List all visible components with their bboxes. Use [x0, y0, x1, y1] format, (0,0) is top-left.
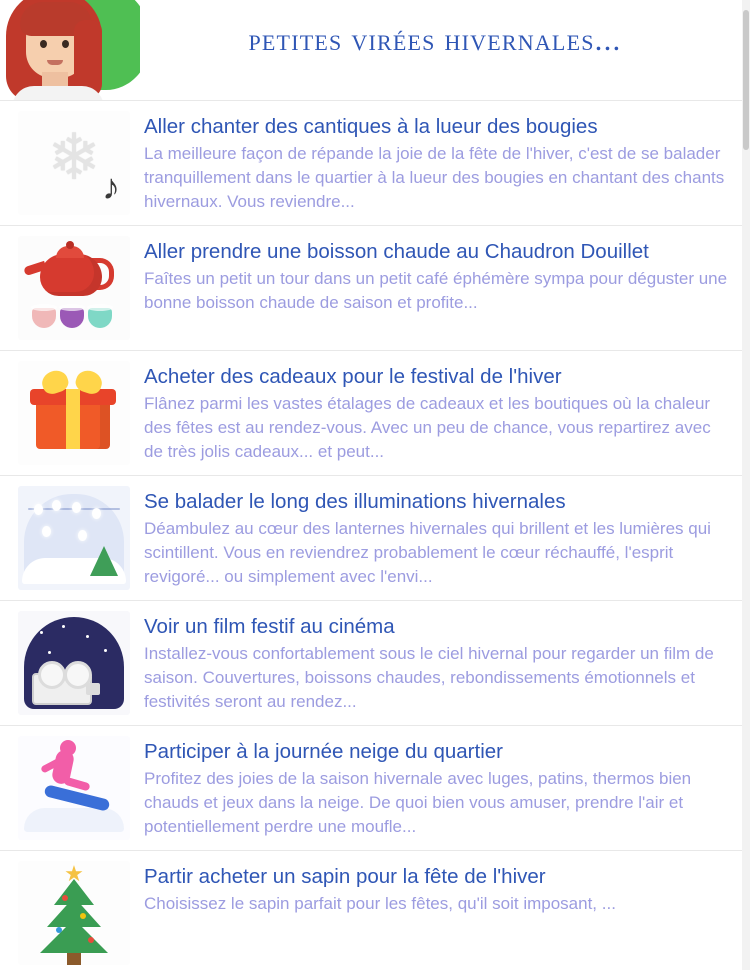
list-item-body: [144, 111, 728, 214]
small-tree: [90, 546, 118, 576]
projector-lens: [86, 683, 100, 695]
list-item-title[interactable]: Se balader le long des illuminations hivernales: [144, 490, 566, 513]
light-bulb: [42, 526, 51, 537]
list-item-title[interactable]: Voir un film festif au cinéma: [144, 615, 395, 638]
list-item[interactable]: [0, 850, 742, 970]
tree-star-glyph: ★: [64, 861, 84, 886]
list-item-title[interactable]: Participer à la journée neige du quartier: [144, 740, 503, 763]
light-bulb: [34, 504, 43, 515]
list-item-body: [144, 236, 728, 315]
star-dot: [86, 635, 89, 638]
projector-reel: [38, 661, 66, 689]
tree-bauble: [80, 913, 86, 919]
list-item-description: Installez-vous confortablement sous le ciel hivernal pour regarder un film de saison. Couvertures, boissons chaudes, rebondissements émotionnels et festivités seront au rendez...: [144, 644, 714, 711]
light-bulb: [92, 508, 101, 519]
panel-header: [0, 0, 750, 100]
list-item-description: Déambulez au cœur des lanternes hivernales qui brillent et les lumières qui scintillent. Vous en reviendrez probablement le cœur réchauffé, l'esprit revigoré... ou simplement avec l'envi...: [144, 519, 711, 586]
snowflake-music-icon: [18, 111, 130, 215]
snowflake-glyph: ❄: [47, 121, 101, 193]
light-bulb: [52, 500, 61, 511]
list-item-body: [144, 361, 728, 464]
list-item[interactable]: [0, 225, 742, 350]
teacup-rim: [87, 304, 113, 311]
teacup-teal: [88, 308, 112, 328]
gift-box-icon: [18, 361, 130, 465]
list-item-description: Profitez des joies de la saison hivernale avec luges, patins, thermos bien chauds et jeux dans la neige. De quoi bien vous amuser, prendre l'air et potentiellement perdre une moufle...: [144, 769, 692, 836]
teapot-body: [40, 254, 102, 296]
cinema-projector-icon: [18, 611, 130, 715]
star-dot: [48, 651, 51, 654]
light-bulb: [72, 502, 81, 513]
teacup-purple: [60, 308, 84, 328]
tree-bauble: [62, 895, 68, 901]
event-list[interactable]: [0, 100, 742, 970]
projector-body: [32, 673, 92, 705]
avatar-mouth: [47, 60, 63, 65]
list-item-description: Flânez parmi les vastes étalages de cadeaux et les boutiques où la chaleur des fêtes est au rendez-vous. Avec un peu de chance, vous repartirez avec de très jolis cadeaux... et peut...: [144, 394, 711, 461]
tree-trunk: [67, 953, 81, 965]
snow-mound: [24, 808, 124, 832]
tree-bauble: [88, 937, 94, 943]
christmas-tree-icon: [18, 861, 130, 965]
list-item-title[interactable]: Partir acheter un sapin pour la fête de l'hiver: [144, 865, 546, 888]
avatar-eye-right: [62, 40, 69, 48]
snowboarder-icon: [18, 736, 130, 840]
teapot-knob: [66, 241, 74, 249]
list-item-title[interactable]: Aller chanter des cantiques à la lueur des bougies: [144, 115, 598, 138]
list-item-description: Faîtes un petit un tour dans un petit café éphémère sympa pour déguster une bonne boisson chaude de saison et profite...: [144, 269, 728, 312]
list-item[interactable]: [0, 475, 742, 600]
teapot-cups-icon: [18, 236, 130, 340]
star-dot: [62, 625, 65, 628]
light-bulb: [78, 530, 87, 541]
list-item[interactable]: [0, 350, 742, 475]
tree-layer: [40, 919, 108, 953]
tree-bauble: [56, 927, 62, 933]
list-item-body: [144, 611, 728, 714]
rider-head: [60, 740, 76, 756]
star-dot: [40, 631, 43, 634]
scrollbar-track[interactable]: [742, 0, 750, 970]
teacup-pink: [32, 308, 56, 328]
music-note-glyph: ♪: [102, 166, 120, 207]
list-item-body: [144, 486, 728, 589]
list-item-title[interactable]: Aller prendre une boisson chaude au Chaudron Douillet: [144, 240, 649, 263]
list-item[interactable]: [0, 600, 742, 725]
list-item-description: Choisissez le sapin parfait pour les fêtes, qu'il soit imposant, ...: [144, 894, 616, 913]
avatar-shoulders: [12, 86, 104, 100]
avatar: [0, 0, 140, 100]
list-item[interactable]: [0, 100, 742, 225]
page-title: petites virées hivernales...: [248, 22, 622, 57]
gift-ribbon: [66, 389, 80, 449]
teacup-rim: [31, 304, 57, 311]
list-item-body: [144, 736, 728, 839]
star-dot: [104, 649, 107, 652]
winter-lights-icon: [18, 486, 130, 590]
list-item-body: [144, 861, 728, 916]
avatar-eye-left: [40, 40, 47, 48]
teacup-rim: [59, 304, 85, 311]
list-item-title[interactable]: Acheter des cadeaux pour le festival de l'hiver: [144, 365, 562, 388]
list-item-description: La meilleure façon de répande la joie de la fête de l'hiver, c'est de se balader tranquillement dans le quartier à la lueur des bougies en chantant des chants hivernaux. Vous reviendre...: [144, 144, 725, 211]
scrollbar-thumb[interactable]: [743, 10, 749, 150]
list-item[interactable]: [0, 725, 742, 850]
